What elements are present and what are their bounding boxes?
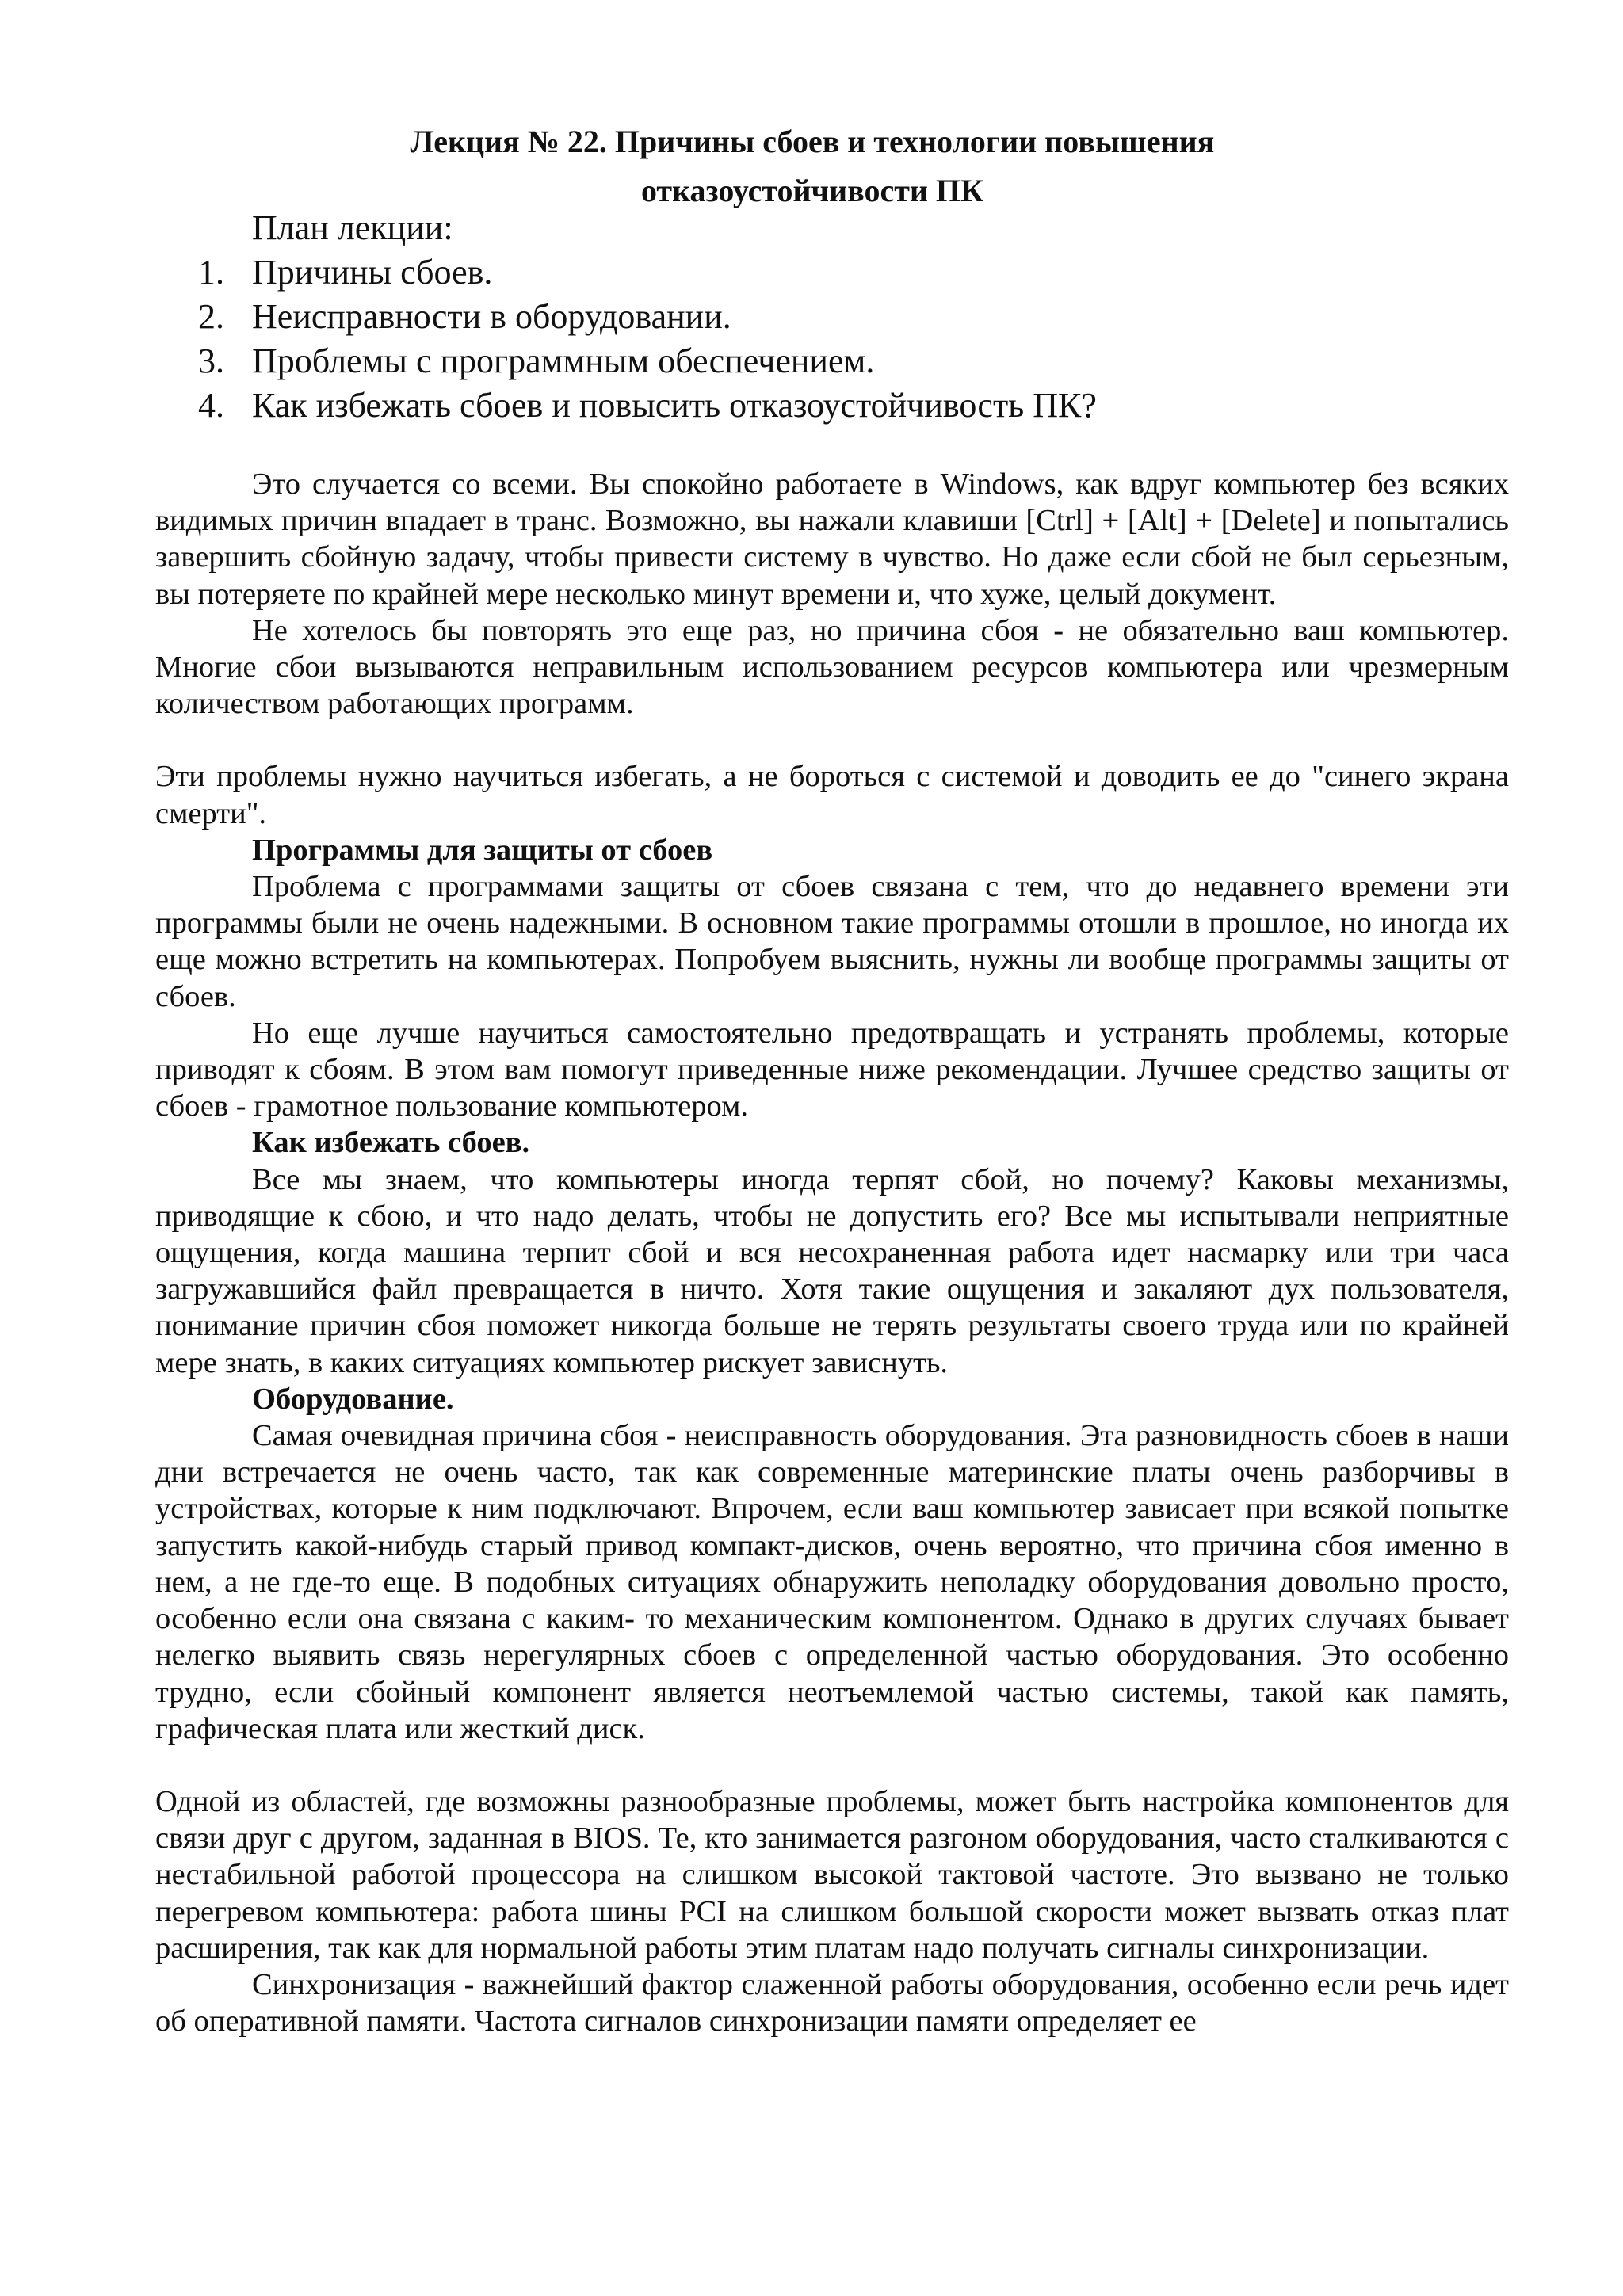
plan-item-number: 4. bbox=[198, 386, 224, 425]
plan-item-number: 3. bbox=[198, 341, 224, 380]
paragraph-avoid: Эти проблемы нужно научиться избегать, а не бороться с системой и доводить ее до "синего экрана смерти". bbox=[155, 760, 1509, 830]
plan-item bbox=[198, 383, 1097, 428]
lecture-title bbox=[158, 117, 1466, 215]
document-body bbox=[155, 466, 1509, 2039]
plan-item bbox=[198, 339, 1097, 383]
plan-item-text: Проблемы с программным обеспечением. bbox=[252, 341, 875, 380]
plan-item-text: Неисправности в оборудовании. bbox=[252, 297, 731, 336]
section-heading-protection: Программы для защиты от сбоев bbox=[252, 833, 713, 867]
plan-item bbox=[198, 250, 1097, 295]
plan-heading: План лекции: bbox=[252, 208, 453, 247]
paragraph-synchronization: Синхронизация - важнейший фактор слаженной работы оборудования, особенно если речь идет об оперативной памяти. Частота сигналов синхронизации памяти определяет ее bbox=[155, 1967, 1509, 2039]
plan-item-number: 1. bbox=[198, 253, 224, 292]
section-heading-hardware: Оборудование. bbox=[252, 1382, 454, 1416]
paragraph-intro: Это случается со всеми. Вы спокойно работаете в Windows, как вдруг компьютер без всяких видимых причин впадает в транс. Возможно, вы нажали клавиши [Ctrl] + [Alt] + [Delete] и попытались завершить сбойную задачу, чтобы привести систему в чувство. Но даже если сбой не был серьезным, вы потеряете по крайней мере несколько минут времени и, что хуже, целый документ. bbox=[155, 467, 1509, 611]
paragraph-hardware-faults: Самая очевидная причина сбоя - неисправность оборудования. Эта разновидность сбоев в наши дни встречается не очень часто, так как современные материнские платы очень разборчивы в устройствах, которые к ним подключают. Впрочем, если ваш компьютер зависает при всякой попытке запустить какой-нибудь старый привод компакт-дисков, очень вероятно, что причина сбоя именно в нем, а не где-то еще. В подобных ситуациях обнаружить неполадку оборудования довольно просто, особенно если она связана с каким- то механическим компонентом. Однако в других случаях бывает нелегко выявить связь нерегулярных сбоев с определенной частью оборудования. Это особенно трудно, если сбойный компонент является неотъемлемой частью системы, такой как память, графическая плата или жесткий диск. bbox=[155, 1419, 1509, 1745]
paragraph-failure-mechanisms: Все мы знаем, что компьютеры иногда терпят сбой, но почему? Каковы механизмы, приводящие к сбою, и что надо делать, чтобы не допустить его? Все мы испытывали неприятные ощущения, когда машина терпит сбой и вся несохраненная работа идет насмарку или три часа загружавшийся файл превращается в ничто. Хотя такие ощущения и закаляют дух пользователя, понимание причин сбоя поможет никогда больше не терять результаты своего труда или по крайней мере знать, в каких ситуациях компьютер рискует зависнуть. bbox=[155, 1162, 1509, 1379]
plan-item-text: Как избежать сбоев и повысить отказоустойчивость ПК? bbox=[252, 386, 1097, 425]
title-line-2: отказоустойчивости ПК bbox=[640, 173, 984, 208]
plan-item-number: 2. bbox=[198, 297, 224, 336]
title-line-1: Лекция № 22. Причины сбоев и технологии повышения bbox=[410, 124, 1215, 159]
paragraph-cause: Не хотелось бы повторять это еще раз, но причина сбоя - не обязательно ваш компьютер. Многие сбои вызываются неправильным использованием ресурсов компьютера или чрезмерным количеством работающих программ. bbox=[155, 613, 1509, 721]
paragraph-bios: Одной из областей, где возможны разнообразные проблемы, может быть настройка компонентов для связи друг с другом, заданная в BIOS. Те, кто занимается разгоном оборудования, часто сталкиваются с нестабильной работой процессора на слишком высокой тактовой частоте. Это вызвано не только перегревом компьютера: работа шины PCI на слишком большой скорости может вызвать отказ плат расширения, так как для нормальной работы этим платам надо получать сигналы синхронизации. bbox=[155, 1784, 1509, 1965]
paragraph-spacer bbox=[155, 722, 1509, 758]
paragraph-prevention: Но еще лучше научиться самостоятельно предотвращать и устранять проблемы, которые приводят к сбоям. В этом вам помогут приведенные ниже рекомендации. Лучшее средство защиты от сбоев - грамотное пользование компьютером. bbox=[155, 1016, 1509, 1123]
plan-item bbox=[198, 295, 1097, 339]
paragraph-protection-programs: Проблема с программами защиты от сбоев связана с тем, что до недавнего времени эти программы были не очень надежными. В основном такие программы отошли в прошлое, но иногда их еще можно встретить на компьютерах. Попробуем выяснить, нужны ли вообще программы защиты от сбоев. bbox=[155, 870, 1509, 1013]
section-heading-avoid-failures: Как избежать сбоев. bbox=[252, 1126, 530, 1160]
plan-item-text: Причины сбоев. bbox=[252, 253, 493, 292]
plan-list bbox=[198, 250, 1097, 428]
paragraph-spacer bbox=[155, 1747, 1509, 1783]
